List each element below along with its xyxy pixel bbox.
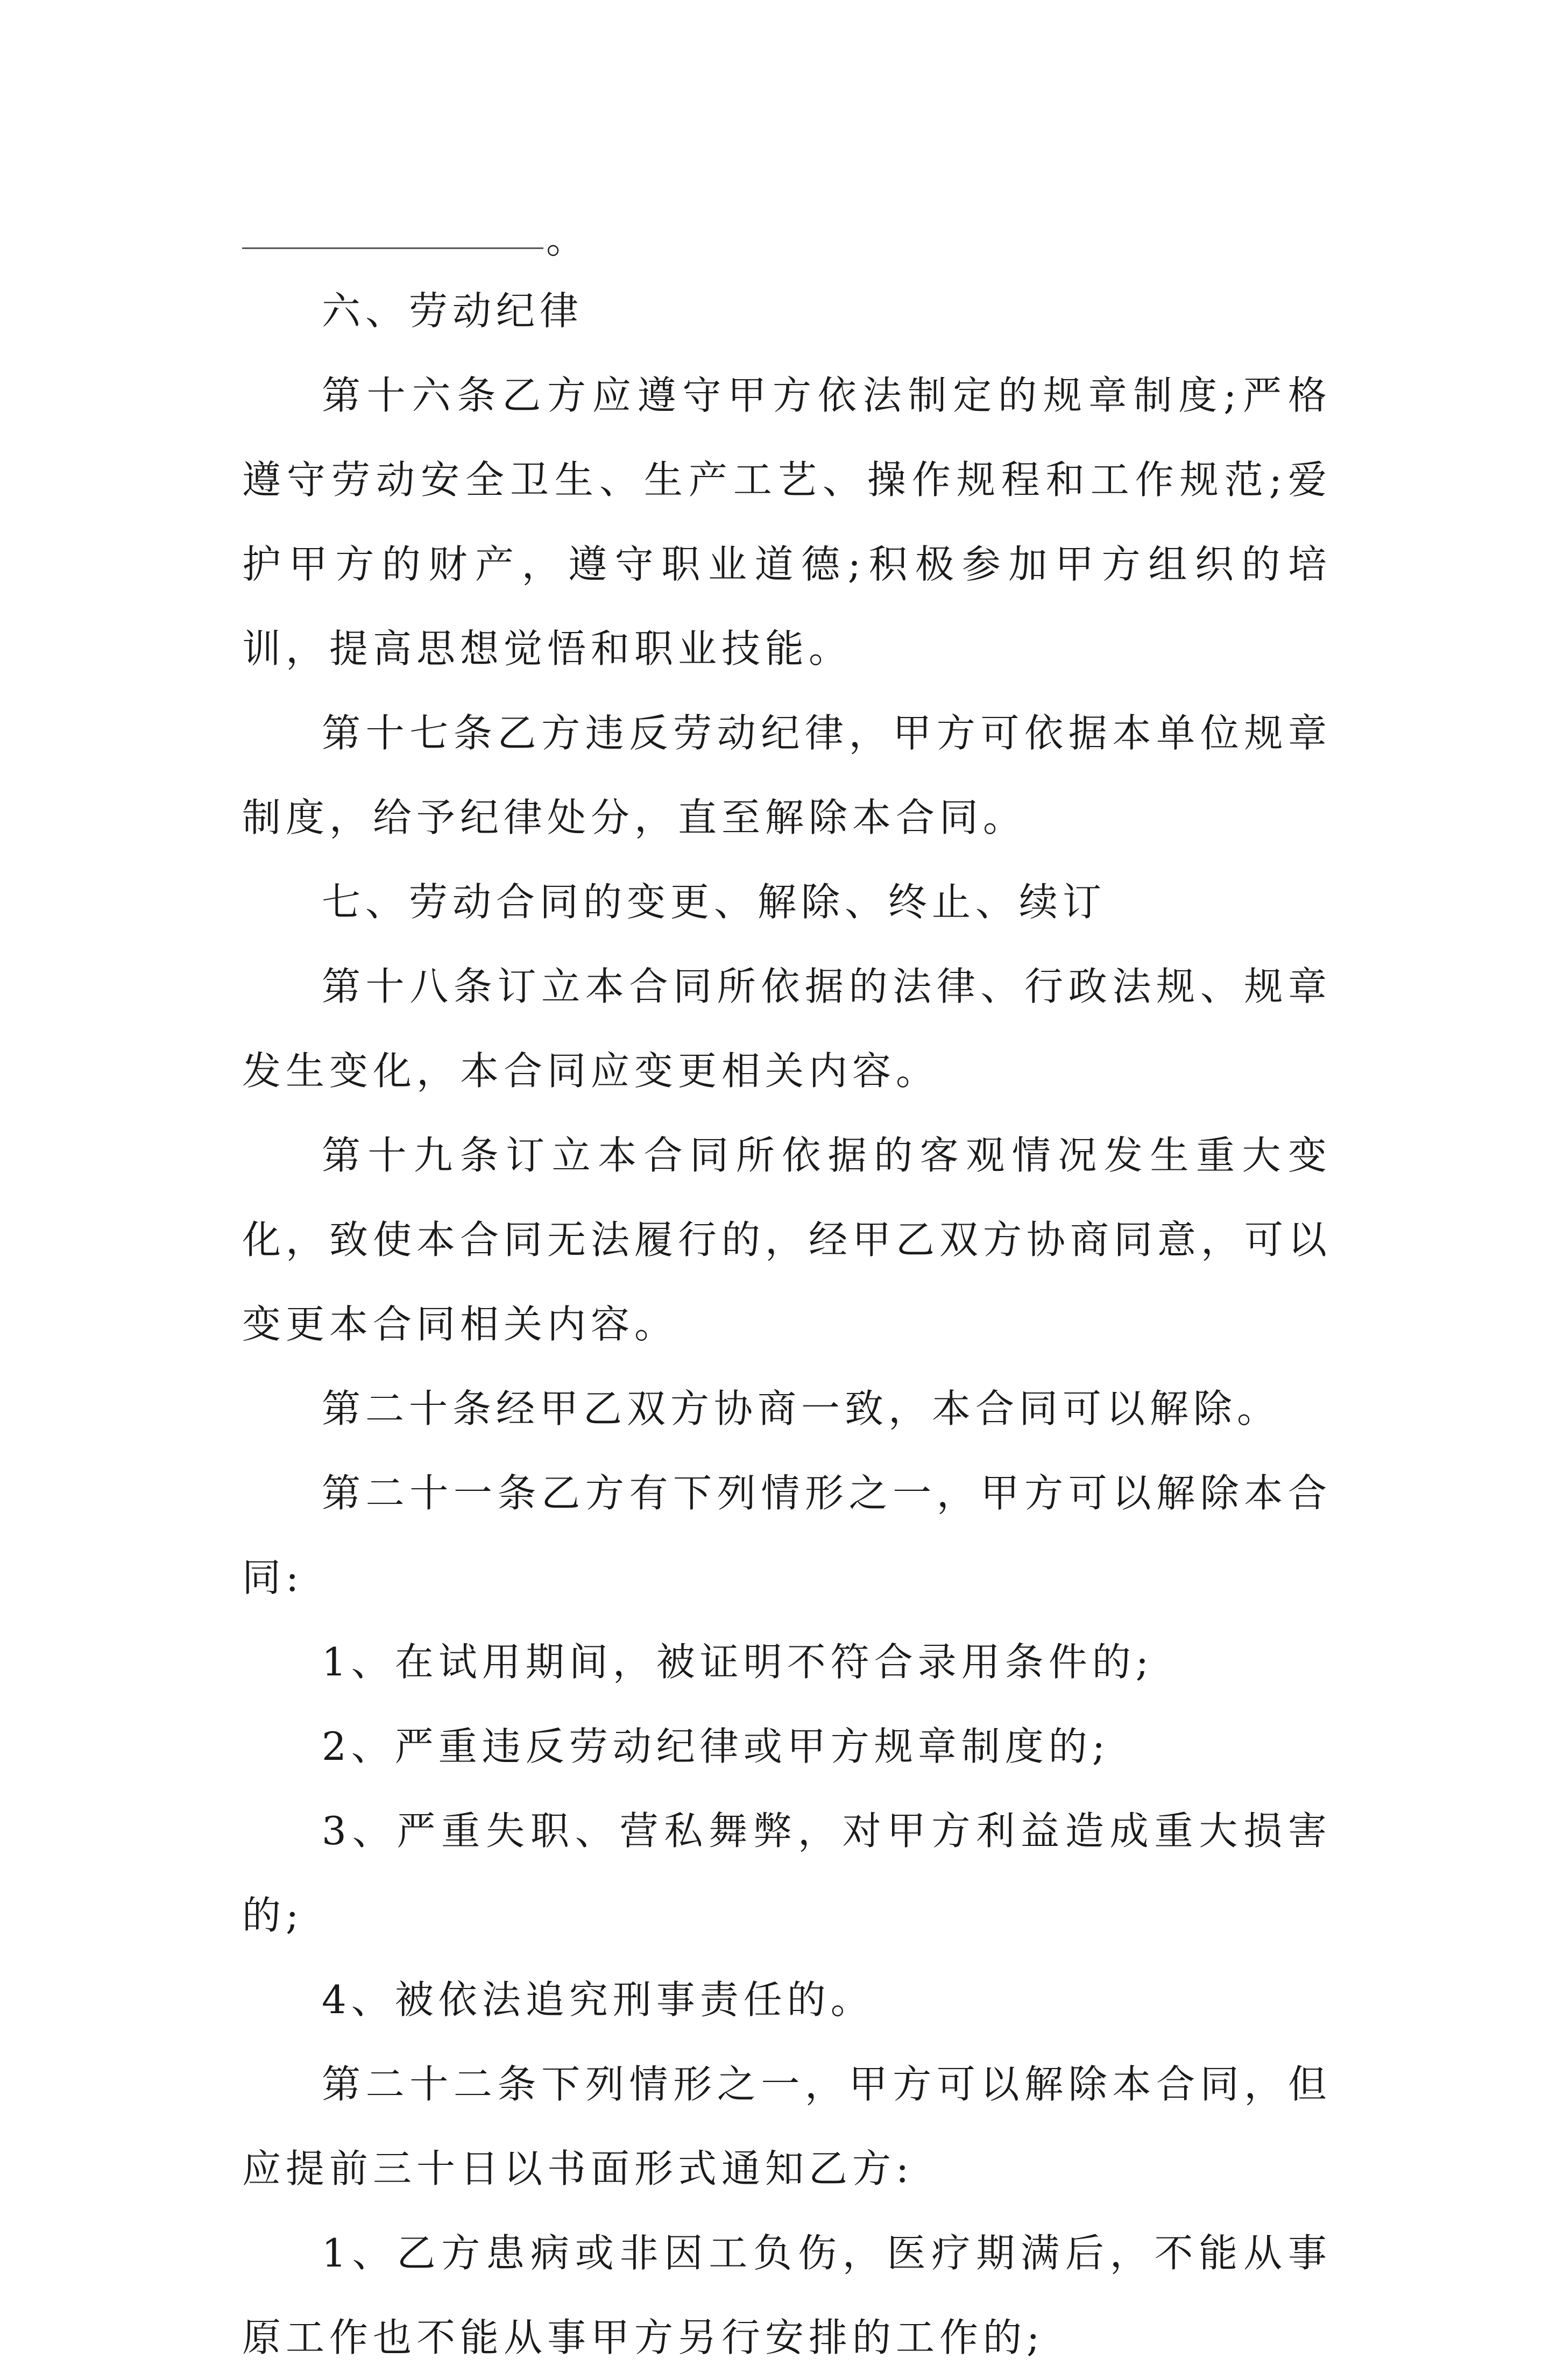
- fill-in-blank-line: [242, 247, 543, 249]
- document-body: [242, 269, 1332, 2380]
- blank-end-punctuation: 。: [546, 217, 585, 262]
- article-21-item-3: 3、严重失职、营私舞弊，对甲方利益造成重大损害的;: [242, 1808, 1332, 1938]
- article-21: 第二十一条乙方有下列情形之一，甲方可以解除本合同:: [242, 1470, 1332, 1600]
- article-21-item-1: 1、在试用期间，被证明不符合录用条件的;: [322, 1639, 1154, 1685]
- article-20: 第二十条经甲乙双方协商一致，本合同可以解除。: [322, 1386, 1281, 1431]
- article-18: 第十八条订立本合同所依据的法律、行政法规、规章发生变化，本合同应变更相关内容。: [242, 964, 1332, 1093]
- article-22-item-1: 1、乙方患病或非因工负伤，医疗期满后，不能从事原工作也不能从事甲方另行安排的工作的;: [242, 2230, 1332, 2360]
- article-17: 第十七条乙方违反劳动纪律，甲方可依据本单位规章制度，给予纪律处分，直至解除本合同。: [242, 711, 1332, 840]
- article-19: 第十九条订立本合同所依据的客观情况发生重大变化，致使本合同无法履行的，经甲乙双方协商同意，可以变更本合同相关内容。: [242, 1133, 1332, 1347]
- article-21-item-4: 4、被依法追究刑事责任的。: [322, 1977, 874, 2022]
- section-heading-labor-discipline: 六、劳动纪律: [322, 288, 584, 333]
- article-16: 第十六条乙方应遵守甲方依法制定的规章制度;严格遵守劳动安全卫生、生产工艺、操作规程和工作规范;爱护甲方的财产，遵守职业道德;积极参加甲方组织的培训，提高思想觉悟和职业技能。: [242, 373, 1332, 671]
- article-21-item-2: 2、严重违反劳动纪律或甲方规章制度的;: [322, 1724, 1110, 1769]
- article-22: 第二十二条下列情形之一，甲方可以解除本合同，但应提前三十日以书面形式通知乙方:: [242, 2062, 1332, 2191]
- section-heading-contract-changes: 七、劳动合同的变更、解除、终止、续订: [322, 879, 1107, 925]
